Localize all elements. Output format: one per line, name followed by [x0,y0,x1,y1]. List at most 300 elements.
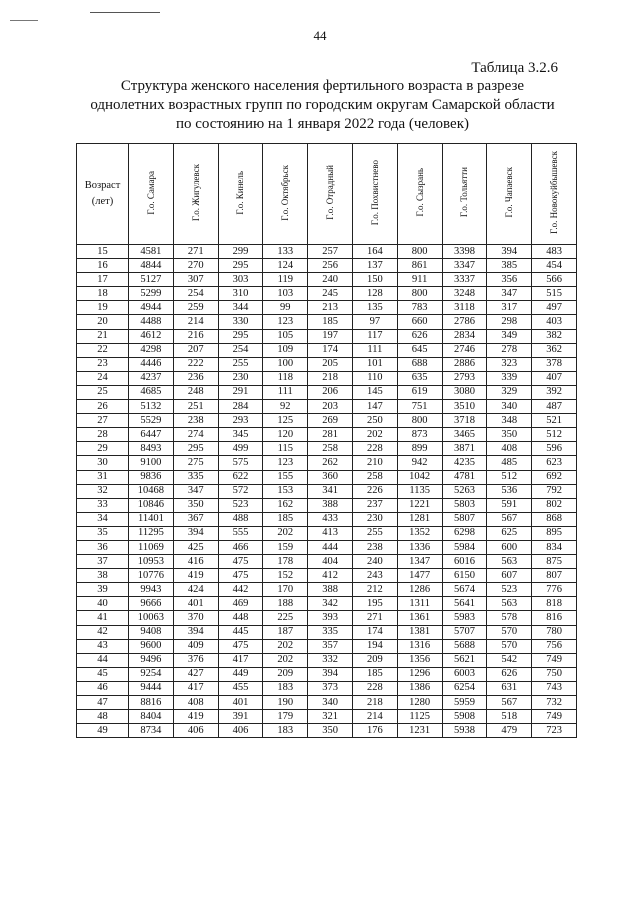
population-table [76,143,577,738]
value-cell: 299 [218,245,263,259]
value-cell: 216 [173,329,218,343]
value-cell: 393 [308,611,353,625]
value-cell: 455 [218,681,263,695]
scan-mark-top [90,12,160,13]
value-cell: 8734 [129,724,174,738]
value-cell: 385 [487,259,532,273]
value-cell: 512 [532,428,577,442]
value-cell: 1286 [397,583,442,597]
value-cell: 205 [308,357,353,371]
value-cell: 2793 [442,371,487,385]
value-cell: 145 [352,385,397,399]
value-cell: 5621 [442,653,487,667]
column-header [129,144,174,245]
value-cell: 218 [308,371,353,385]
value-cell: 1311 [397,597,442,611]
age-cell: 17 [77,273,129,287]
value-cell: 8816 [129,696,174,710]
value-cell: 159 [263,540,308,554]
value-cell: 416 [173,555,218,569]
column-header [173,144,218,245]
value-cell: 409 [173,639,218,653]
value-cell: 150 [352,273,397,287]
value-cell: 427 [173,667,218,681]
value-cell: 449 [218,667,263,681]
value-cell: 631 [487,681,532,695]
value-cell: 123 [263,315,308,329]
value-cell: 394 [173,526,218,540]
age-cell: 44 [77,653,129,667]
table-row [77,597,577,611]
value-cell: 240 [308,273,353,287]
value-cell: 619 [397,385,442,399]
table-row [77,470,577,484]
value-cell: 776 [532,583,577,597]
age-cell: 38 [77,569,129,583]
value-cell: 254 [218,343,263,357]
value-cell: 1352 [397,526,442,540]
value-cell: 291 [218,385,263,399]
value-cell: 178 [263,555,308,569]
value-cell: 183 [263,681,308,695]
table-row [77,484,577,498]
age-header-line-1: Возраст [84,180,121,191]
value-cell: 344 [218,301,263,315]
value-cell: 183 [263,724,308,738]
value-cell: 5938 [442,724,487,738]
value-cell: 10063 [129,611,174,625]
age-cell: 49 [77,724,129,738]
value-cell: 255 [218,357,263,371]
value-cell: 4298 [129,343,174,357]
value-cell: 623 [532,456,577,470]
value-cell: 600 [487,540,532,554]
value-cell: 281 [308,428,353,442]
value-cell: 207 [173,343,218,357]
age-cell: 18 [77,287,129,301]
value-cell: 567 [487,696,532,710]
value-cell: 230 [218,371,263,385]
value-cell: 258 [308,442,353,456]
value-cell: 563 [487,597,532,611]
value-cell: 578 [487,611,532,625]
value-cell: 350 [173,498,218,512]
value-cell: 1042 [397,470,442,484]
value-cell: 625 [487,526,532,540]
value-cell: 9408 [129,625,174,639]
value-cell: 567 [487,512,532,526]
value-cell: 11401 [129,512,174,526]
value-cell: 388 [308,583,353,597]
value-cell: 228 [352,442,397,456]
value-cell: 792 [532,484,577,498]
column-header-label: Г.о. Сызрань [414,168,425,217]
value-cell: 5803 [442,498,487,512]
value-cell: 9254 [129,667,174,681]
value-cell: 394 [487,245,532,259]
table-row [77,498,577,512]
value-cell: 222 [173,357,218,371]
value-cell: 5984 [442,540,487,554]
table-row [77,653,577,667]
value-cell: 6298 [442,526,487,540]
value-cell: 515 [532,287,577,301]
value-cell: 5132 [129,400,174,414]
value-cell: 317 [487,301,532,315]
age-cell: 23 [77,357,129,371]
value-cell: 4781 [442,470,487,484]
age-cell: 16 [77,259,129,273]
value-cell: 214 [352,710,397,724]
value-cell: 162 [263,498,308,512]
value-cell: 218 [352,696,397,710]
value-cell: 240 [352,555,397,569]
table-row [77,385,577,399]
age-cell: 39 [77,583,129,597]
value-cell: 750 [532,667,577,681]
table-row [77,371,577,385]
value-cell: 570 [487,625,532,639]
value-cell: 448 [218,611,263,625]
value-cell: 111 [263,385,308,399]
value-cell: 723 [532,724,577,738]
scan-mark-left [10,20,38,21]
value-cell: 345 [218,428,263,442]
value-cell: 3871 [442,442,487,456]
value-cell: 1361 [397,611,442,625]
age-cell: 43 [77,639,129,653]
value-cell: 202 [263,526,308,540]
age-column-header [77,144,129,245]
value-cell: 861 [397,259,442,273]
value-cell: 243 [352,569,397,583]
value-cell: 5959 [442,696,487,710]
table-row [77,710,577,724]
value-cell: 185 [308,315,353,329]
value-cell: 1347 [397,555,442,569]
value-cell: 293 [218,414,263,428]
value-cell: 195 [352,597,397,611]
age-cell: 30 [77,456,129,470]
value-cell: 807 [532,569,577,583]
value-cell: 8404 [129,710,174,724]
value-cell: 295 [218,259,263,273]
value-cell: 340 [487,400,532,414]
value-cell: 9100 [129,456,174,470]
age-cell: 37 [77,555,129,569]
value-cell: 206 [308,385,353,399]
page-number: 44 [313,28,327,43]
value-cell: 117 [352,329,397,343]
value-cell: 5707 [442,625,487,639]
value-cell: 3118 [442,301,487,315]
value-cell: 392 [532,385,577,399]
value-cell: 6003 [442,667,487,681]
value-cell: 340 [308,696,353,710]
value-cell: 1381 [397,625,442,639]
value-cell: 256 [308,259,353,273]
age-cell: 28 [77,428,129,442]
table-row [77,287,577,301]
table-row [77,357,577,371]
title-line-3: по состоянию на 1 января 2022 года (человек) [175,116,469,132]
column-header-label: Г.о. Тольятти [459,167,470,218]
value-cell: 454 [532,259,577,273]
column-header [308,144,353,245]
header-row [77,144,577,245]
value-cell: 123 [263,456,308,470]
value-cell: 645 [397,343,442,357]
value-cell: 485 [487,456,532,470]
value-cell: 9496 [129,653,174,667]
value-cell: 1125 [397,710,442,724]
value-cell: 1477 [397,569,442,583]
value-cell: 360 [308,470,353,484]
value-cell: 596 [532,442,577,456]
table-row [77,724,577,738]
table-row [77,329,577,343]
column-header-label: Г.о. Похвистнево [369,159,380,226]
value-cell: 367 [173,512,218,526]
value-cell: 3347 [442,259,487,273]
value-cell: 202 [263,653,308,667]
value-cell: 226 [352,484,397,498]
column-header [532,144,577,245]
value-cell: 6016 [442,555,487,569]
value-cell: 356 [487,273,532,287]
value-cell: 555 [218,526,263,540]
value-cell: 9600 [129,639,174,653]
value-cell: 3337 [442,273,487,287]
value-cell: 635 [397,371,442,385]
value-cell: 406 [173,724,218,738]
age-cell: 47 [77,696,129,710]
value-cell: 5688 [442,639,487,653]
value-cell: 362 [532,343,577,357]
value-cell: 875 [532,555,577,569]
value-cell: 278 [487,343,532,357]
value-cell: 800 [397,414,442,428]
value-cell: 1135 [397,484,442,498]
age-cell: 36 [77,540,129,554]
value-cell: 2886 [442,357,487,371]
value-cell: 626 [397,329,442,343]
value-cell: 124 [263,259,308,273]
value-cell: 575 [218,456,263,470]
table-row [77,400,577,414]
value-cell: 376 [173,653,218,667]
value-cell: 417 [218,653,263,667]
value-cell: 424 [173,583,218,597]
table-row [77,442,577,456]
age-cell: 48 [77,710,129,724]
age-cell: 26 [77,400,129,414]
value-cell: 749 [532,653,577,667]
value-cell: 873 [397,428,442,442]
value-cell: 499 [218,442,263,456]
value-cell: 433 [308,512,353,526]
value-cell: 110 [352,371,397,385]
value-cell: 185 [263,512,308,526]
value-cell: 99 [263,301,308,315]
value-cell: 310 [218,287,263,301]
value-cell: 818 [532,597,577,611]
value-cell: 542 [487,653,532,667]
age-cell: 46 [77,681,129,695]
value-cell: 153 [263,484,308,498]
value-cell: 566 [532,273,577,287]
value-cell: 321 [308,710,353,724]
value-cell: 488 [218,512,263,526]
value-cell: 751 [397,400,442,414]
value-cell: 357 [308,639,353,653]
age-cell: 32 [77,484,129,498]
value-cell: 3080 [442,385,487,399]
value-cell: 749 [532,710,577,724]
value-cell: 479 [487,724,532,738]
value-cell: 563 [487,555,532,569]
value-cell: 348 [487,414,532,428]
value-cell: 626 [487,667,532,681]
value-cell: 444 [308,540,353,554]
table-row [77,667,577,681]
value-cell: 230 [352,512,397,526]
value-cell: 237 [352,498,397,512]
value-cell: 1231 [397,724,442,738]
table-row [77,273,577,287]
document-title [60,77,585,134]
value-cell: 298 [487,315,532,329]
value-cell: 4488 [129,315,174,329]
age-cell: 25 [77,385,129,399]
column-header-label: Г.о. Кинель [235,170,246,215]
value-cell: 497 [532,301,577,315]
table-row [77,414,577,428]
age-cell: 15 [77,245,129,259]
value-cell: 391 [218,710,263,724]
value-cell: 135 [352,301,397,315]
value-cell: 209 [263,667,308,681]
value-cell: 350 [487,428,532,442]
value-cell: 238 [173,414,218,428]
value-cell: 743 [532,681,577,695]
value-cell: 408 [173,696,218,710]
value-cell: 419 [173,710,218,724]
column-header-label: Г.о. Октябрьск [280,164,291,221]
value-cell: 4235 [442,456,487,470]
value-cell: 1356 [397,653,442,667]
table-row [77,696,577,710]
age-cell: 34 [77,512,129,526]
value-cell: 174 [352,625,397,639]
age-cell: 24 [77,371,129,385]
value-cell: 3465 [442,428,487,442]
value-cell: 228 [352,681,397,695]
value-cell: 9836 [129,470,174,484]
value-cell: 406 [218,724,263,738]
age-cell: 19 [77,301,129,315]
value-cell: 342 [308,597,353,611]
table-row [77,625,577,639]
table-row [77,428,577,442]
value-cell: 187 [263,625,308,639]
value-cell: 137 [352,259,397,273]
value-cell: 800 [397,245,442,259]
value-cell: 408 [487,442,532,456]
table-row [77,456,577,470]
value-cell: 475 [218,569,263,583]
value-cell: 834 [532,540,577,554]
age-cell: 27 [77,414,129,428]
value-cell: 197 [308,329,353,343]
value-cell: 92 [263,400,308,414]
table-row [77,301,577,315]
value-cell: 401 [173,597,218,611]
value-cell: 512 [487,470,532,484]
value-cell: 225 [263,611,308,625]
value-cell: 756 [532,639,577,653]
value-cell: 9666 [129,597,174,611]
value-cell: 275 [173,456,218,470]
value-cell: 403 [532,315,577,329]
value-cell: 570 [487,639,532,653]
column-header-label: Г.о. Новокуйбышевск [549,151,560,234]
value-cell: 254 [173,287,218,301]
value-cell: 622 [218,470,263,484]
age-header-line-2: (лет) [91,196,114,207]
column-header [263,144,308,245]
value-cell: 176 [352,724,397,738]
value-cell: 5299 [129,287,174,301]
value-cell: 188 [263,597,308,611]
value-cell: 238 [352,540,397,554]
value-cell: 210 [352,456,397,470]
value-cell: 347 [173,484,218,498]
value-cell: 5908 [442,710,487,724]
value-cell: 899 [397,442,442,456]
age-cell: 21 [77,329,129,343]
value-cell: 174 [308,343,353,357]
value-cell: 5674 [442,583,487,597]
value-cell: 209 [352,653,397,667]
value-cell: 8493 [129,442,174,456]
value-cell: 688 [397,357,442,371]
value-cell: 111 [352,343,397,357]
value-cell: 4446 [129,357,174,371]
table-row [77,611,577,625]
table-row [77,639,577,653]
value-cell: 115 [263,442,308,456]
value-cell: 347 [487,287,532,301]
value-cell: 119 [263,273,308,287]
value-cell: 295 [173,442,218,456]
table-row [77,245,577,259]
table-row [77,315,577,329]
value-cell: 419 [173,569,218,583]
value-cell: 251 [173,400,218,414]
table-row [77,540,577,554]
value-cell: 475 [218,555,263,569]
value-cell: 404 [308,555,353,569]
value-cell: 164 [352,245,397,259]
table-row [77,259,577,273]
value-cell: 203 [308,400,353,414]
value-cell: 407 [532,371,577,385]
value-cell: 521 [532,414,577,428]
value-cell: 6254 [442,681,487,695]
value-cell: 4844 [129,259,174,273]
value-cell: 607 [487,569,532,583]
